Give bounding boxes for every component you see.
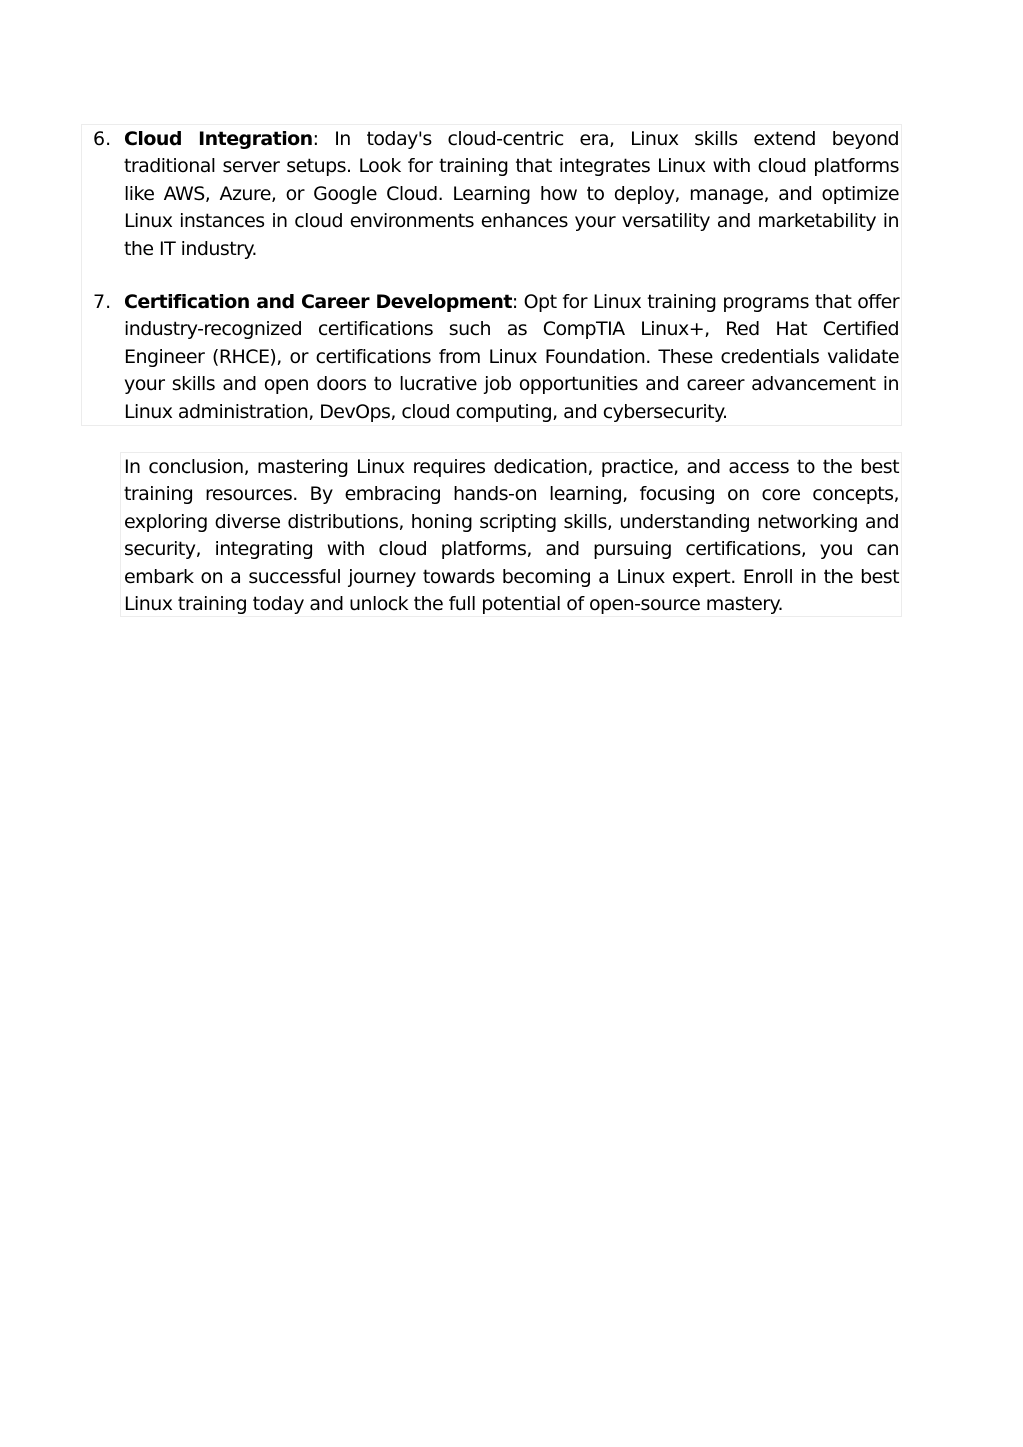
list-item-title: Cloud Integration	[124, 128, 313, 150]
list-item-number: 7.	[93, 291, 112, 313]
list-item-body	[124, 126, 899, 263]
list-item-body	[124, 289, 899, 426]
list-item-title: Certification and Career Development	[124, 291, 512, 313]
conclusion-paragraph-block	[120, 452, 902, 617]
list-item-description: : Opt for Linux training programs that offer industry-recognized certifications such as CompTIA Linux+, Red Hat Certified Engineer (RHCE), or certifications from Linux Foundation. These credentials validate your skills and open doors to lucrative job opportunities and career advancement in Linux administration, DevOps, cloud computing, and cybersecurity.	[124, 291, 899, 423]
list-item-description: : In today's cloud-centric era, Linux skills extend beyond traditional server setups. Look for training that integrates Linux with cloud platforms like AWS, Azure, or Google Cloud. Learning how to deploy, manage, and optimize Linux instances in cloud environments enhances your versatility and marketability in the IT industry.	[124, 128, 900, 260]
conclusion-paragraph: In conclusion, mastering Linux requires dedication, practice, and access to the best training resources. By embracing hands-on learning, focusing on core concepts, exploring diverse distributions, honing scripting skills, understanding networking and security, integrating with cloud platforms, and pursuing certifications, you can embark on a successful journey towards becoming a Linux expert. Enroll in the best Linux training today and unlock the full potential of open-source mastery.	[124, 456, 899, 616]
numbered-list	[81, 124, 902, 426]
list-item-number: 6.	[93, 128, 112, 150]
